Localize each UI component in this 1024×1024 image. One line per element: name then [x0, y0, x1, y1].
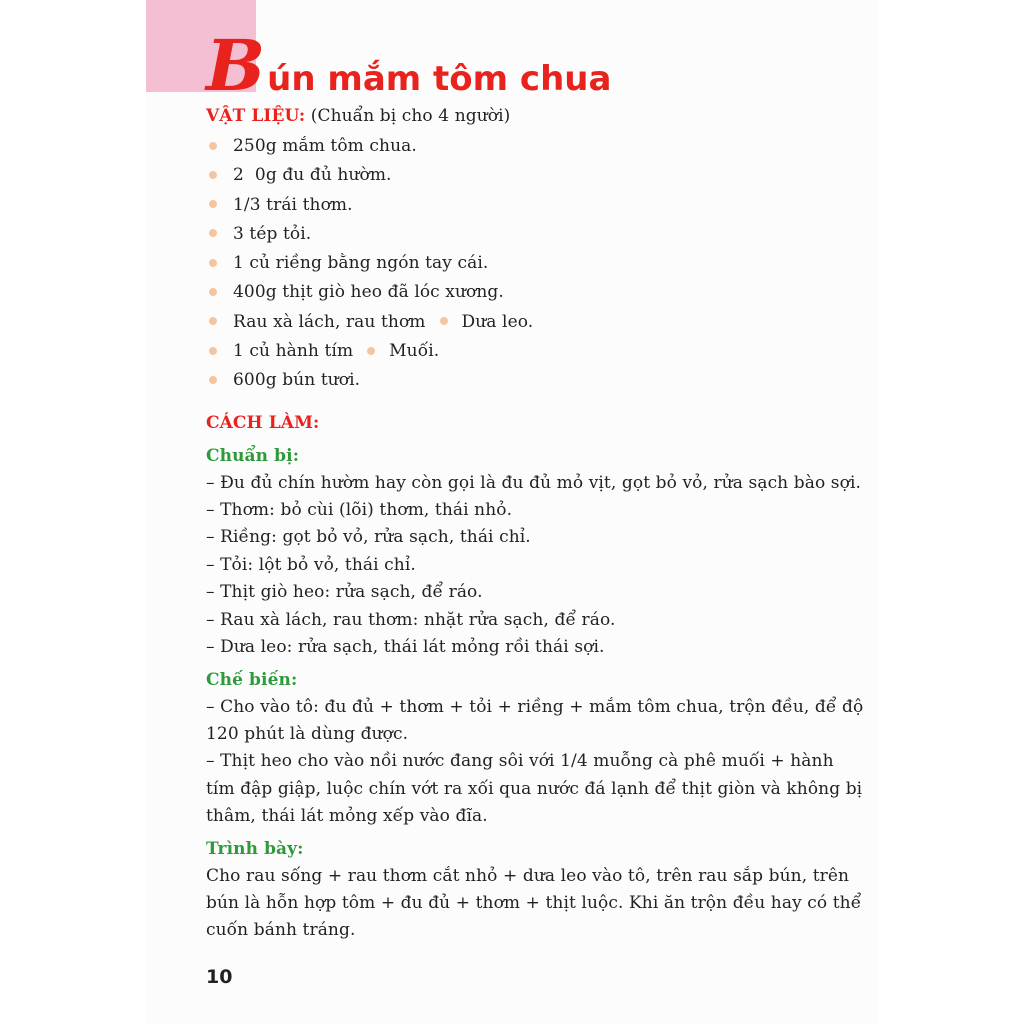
prep-step: – Đu đủ chín hườm hay còn gọi là đu đủ mỏ vịt, gọt bỏ vỏ, rửa sạch bào sợi. — [206, 472, 861, 493]
list-item: 250g mắm tôm chua. — [206, 132, 866, 161]
method-heading: CÁCH LÀM: — [206, 412, 320, 433]
list-item: 1/3 trái thơm. — [206, 191, 866, 220]
cooking-step: – Thịt heo cho vào nồi nước đang sôi với 1/4 muỗng cà phê muối + hành tím đập giập, luộc chín vớt ra xối qua nước đá lạnh để thịt giòn và không bị thâm, thái lát mỏng xếp vào đĩa. — [206, 751, 863, 827]
page-number: 10 — [206, 966, 233, 988]
serving-step: Cho rau sống + rau thơm cắt nhỏ + dưa leo vào tô, trên rau sắp bún, trên bún là hỗn hợp tôm + đu đủ + thơm + thịt luộc. Khi ăn trộn đều hay có thể cuốn bánh tráng. — [206, 865, 862, 941]
list-item: Rau xà lách, rau thơm Dưa leo. — [206, 308, 866, 337]
bullet-icon — [209, 200, 217, 208]
servings-note: (Chuẩn bị cho 4 người) — [310, 106, 511, 126]
bullet-icon — [209, 376, 217, 384]
serving-heading: Trình bày: — [206, 838, 304, 859]
bullet-icon — [209, 288, 217, 296]
bullet-icon — [209, 259, 217, 267]
prep-step: – Riềng: gọt bỏ vỏ, rửa sạch, thái chỉ. — [206, 527, 531, 548]
bullet-icon — [440, 317, 448, 325]
bullet-icon — [367, 347, 375, 355]
recipe-body — [206, 100, 866, 945]
ingredient-list — [206, 132, 866, 396]
ingredients-heading: VẬT LIỆU: — [206, 106, 306, 126]
cooking-step: – Cho vào tô: đu đủ + thơm + tỏi + riềng + mắm tôm chua, trộn đều, để độ 120 phút là dùng được. — [206, 696, 864, 744]
title-rest: ún mắm tôm chua — [267, 59, 612, 99]
list-item: 1 củ hành tím Muối. — [206, 337, 866, 366]
prep-step: – Rau xà lách, rau thơm: nhặt rửa sạch, để ráo. — [206, 609, 616, 630]
ingredients-header — [206, 100, 866, 132]
prep-step: – Dưa leo: rửa sạch, thái lát mỏng rồi thái sợi. — [206, 637, 605, 658]
cooking-heading: Chế biến: — [206, 669, 298, 690]
prep-step: – Thơm: bỏ cùi (lõi) thơm, thái nhỏ. — [206, 500, 513, 521]
bullet-icon — [209, 142, 217, 150]
bullet-icon — [209, 171, 217, 179]
list-item: 600g bún tươi. — [206, 366, 866, 395]
list-item: 1 củ riềng bằng ngón tay cái. — [206, 249, 866, 278]
list-item: 3 tép tỏi. — [206, 220, 866, 249]
list-item: 2 0g đu đủ hườm. — [206, 161, 866, 190]
bullet-icon — [209, 229, 217, 237]
prep-step: – Thịt giò heo: rửa sạch, để ráo. — [206, 582, 483, 603]
list-item: 400g thịt giò heo đã lóc xương. — [206, 278, 866, 307]
prep-heading: Chuẩn bị: — [206, 445, 300, 466]
prep-step: – Tỏi: lột bỏ vỏ, thái chỉ. — [206, 554, 416, 575]
title-initial: B — [206, 24, 266, 107]
bullet-icon — [209, 347, 217, 355]
bullet-icon — [209, 317, 217, 325]
